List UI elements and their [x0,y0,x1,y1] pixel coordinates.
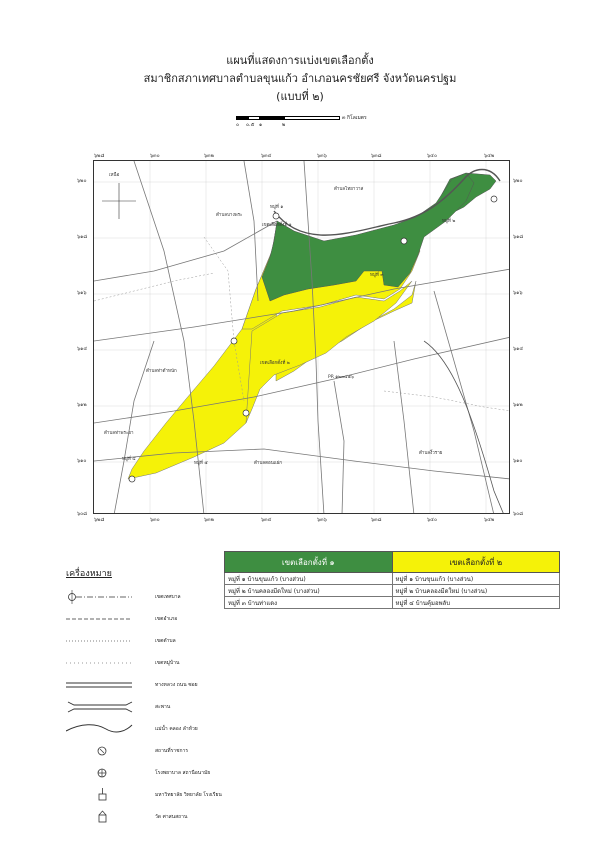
table-cell: หมู่ที่ ๓ บ้านท่าแดง [225,597,393,609]
grid-tick-right: ๖๑๔ [513,346,524,352]
table-cell: หมู่ที่ ๑ บ้านขุนแก้ว (บางส่วน) [225,573,393,585]
table-row [225,585,560,597]
grid-tick-bottom: ๖๓๒ [204,517,214,523]
village-label: หมู่ที่ ๔ [122,457,136,462]
grid-tick-top: ๖๓๔ [261,153,272,159]
legend-item [66,653,206,673]
road-icon [66,675,134,695]
temple-icon [66,807,134,827]
legend-item [66,719,206,739]
map-label: ตำบลท่าตำหนัก [146,369,177,374]
compass-icon [102,183,136,219]
village-label: หมู่ที่ ๕ [194,461,208,466]
legend-label: เขตตำบล [155,638,176,644]
legend-item [66,609,206,629]
grid-tick-top: ๖๓๒ [204,153,214,159]
grid-tick-top: ๖๓๘ [371,153,382,159]
map-label: ตำบลงิ้วราย [419,451,443,456]
district-boundary-icon [66,609,134,629]
grid-tick-right: ๖๑๒ [513,402,523,408]
map-label: ตำบลดอนแฝก [254,461,283,466]
map-subtitle: สมาชิกสภาเทศบาลตำบลขุนแก้ว อำเภอนครชัยศรี จังหวัดนครปฐม [143,72,457,85]
zone-table [224,551,560,609]
legend-label: มหาวิทยาลัย วิทยาลัย โรงเรียน [155,792,222,798]
legend-label: เขตอำเภอ [155,616,178,622]
hospital-icon [66,763,134,783]
map-canvas [93,160,510,514]
map-label: PR ๑๒๓๔๕๖ [328,375,354,380]
grid-tick-left: ๖๑๖ [77,290,87,296]
legend-label: โรงพยาบาล สถานีอนามัย [155,770,211,776]
village-label: หมู่ที่ ๓ [370,273,384,278]
grid-tick-bottom: ๖๔๒ [484,517,495,523]
legend-item [66,631,206,651]
grid-tick-right: ๖๑๖ [513,290,523,296]
grid-tick-left: ๖๑๘ [77,234,88,240]
scale-segment [284,116,340,120]
grid-tick-right: ๖๐๘ [513,511,524,517]
village-label: หมู่ที่ ๑ [270,205,284,210]
scale-bar [236,116,396,130]
legend-item [66,785,222,805]
village-label: หมู่ที่ ๒ [442,219,456,224]
legend-item [66,807,206,827]
map-svg [94,161,510,514]
scale-label: ๐.๕ [246,122,255,128]
legend-item [66,697,206,717]
grid-tick-bottom: ๖๒๘ [94,517,105,523]
legend-title: เครื่องหมาย [66,569,112,579]
table-cell: หมู่ที่ ๑ บ้านขุนแก้ว (บางส่วน) [392,573,560,585]
grid-tick-left: ๖๒๐ [77,178,87,184]
grid-tick-left: ๖๑๔ [77,346,88,352]
legend-label: เขตหมู่บ้าน [155,660,180,666]
grid-tick-bottom: ๖๓๖ [317,517,327,523]
zone-1-header: เขตเลือกตั้งที่ ๑ [225,552,393,573]
grid-tick-left: ๖๑๐ [77,458,87,464]
map-label: ตำบลไทยาวาส [334,187,364,192]
scale-segment [260,116,284,120]
scale-segment [248,116,260,120]
grid-tick-bottom: ๖๓๐ [150,517,160,523]
compass-label: เหนือ [109,173,120,178]
grid-tick-top: ๖๔๐ [427,153,438,159]
legend-item [66,741,206,761]
map-title: แผนที่แสดงการแบ่งเขตเลือกตั้ง [226,54,374,67]
scale-unit: ๓ กิโลเมตร [342,115,367,121]
scale-segment [236,116,248,120]
zone-label: เขตเลือกตั้งที่ ๑ [262,223,292,228]
legend-label: สะพาน [155,704,171,710]
grid-tick-bottom: ๖๔๐ [427,517,438,523]
table-cell: หมู่ที่ ๒ บ้านคลองมีดใหม่ (บางส่วน) [392,585,560,597]
zone-2-header: เขตเลือกตั้งที่ ๒ [392,552,560,573]
municipal-boundary-icon [66,587,134,607]
grid-tick-bottom: ๖๓๘ [371,517,382,523]
map-variant: (แบบที่ ๒) [276,90,324,103]
legend-label: วัด ศาสนสถาน [155,814,188,820]
zone-label: เขตเลือกตั้งที่ ๒ [260,361,290,366]
table-cell: หมู่ที่ ๒ บ้านคลองมีดใหม่ (บางส่วน) [225,585,393,597]
grid-tick-left: ๖๑๒ [77,402,87,408]
river-icon [66,719,134,739]
legend-label: เขตเทศบาล [155,594,181,600]
scale-label: ๒ [282,122,286,128]
legend-item [66,587,206,607]
grid-tick-top: ๖๓๖ [317,153,327,159]
grid-tick-left: ๖๐๘ [77,511,88,517]
scale-label: ๑ [259,122,263,128]
scale-label: ๐ [236,122,240,128]
legend-label: ทางหลวง ถนน ซอย [155,682,198,688]
table-cell: หมู่ที่ ๔ บ้านคุ้มอพลับ [392,597,560,609]
table-row [225,573,560,585]
grid-tick-top: ๖๒๘ [94,153,105,159]
grid-tick-right: ๖๒๐ [513,178,523,184]
legend-item [66,675,206,695]
map-label: ตำบลท่าพระยา [104,431,134,436]
school-icon [66,785,134,805]
legend-label: แม่น้ำ คลอง ลำห้วย [155,726,198,732]
grid-tick-bottom: ๖๓๔ [261,517,272,523]
grid-tick-right: ๖๑๘ [513,234,524,240]
map-label: ตำบลบางพระ [216,213,243,218]
village-boundary-icon [66,653,134,673]
subdistrict-boundary-icon [66,631,134,651]
government-office-icon [66,741,134,761]
bridge-icon [66,697,134,717]
legend-item [66,763,211,783]
grid-tick-right: ๖๑๐ [513,458,523,464]
table-row [225,597,560,609]
grid-tick-top: ๖๔๒ [484,153,495,159]
grid-tick-top: ๖๓๐ [150,153,160,159]
legend-label: สถานที่ราชการ [155,748,189,754]
